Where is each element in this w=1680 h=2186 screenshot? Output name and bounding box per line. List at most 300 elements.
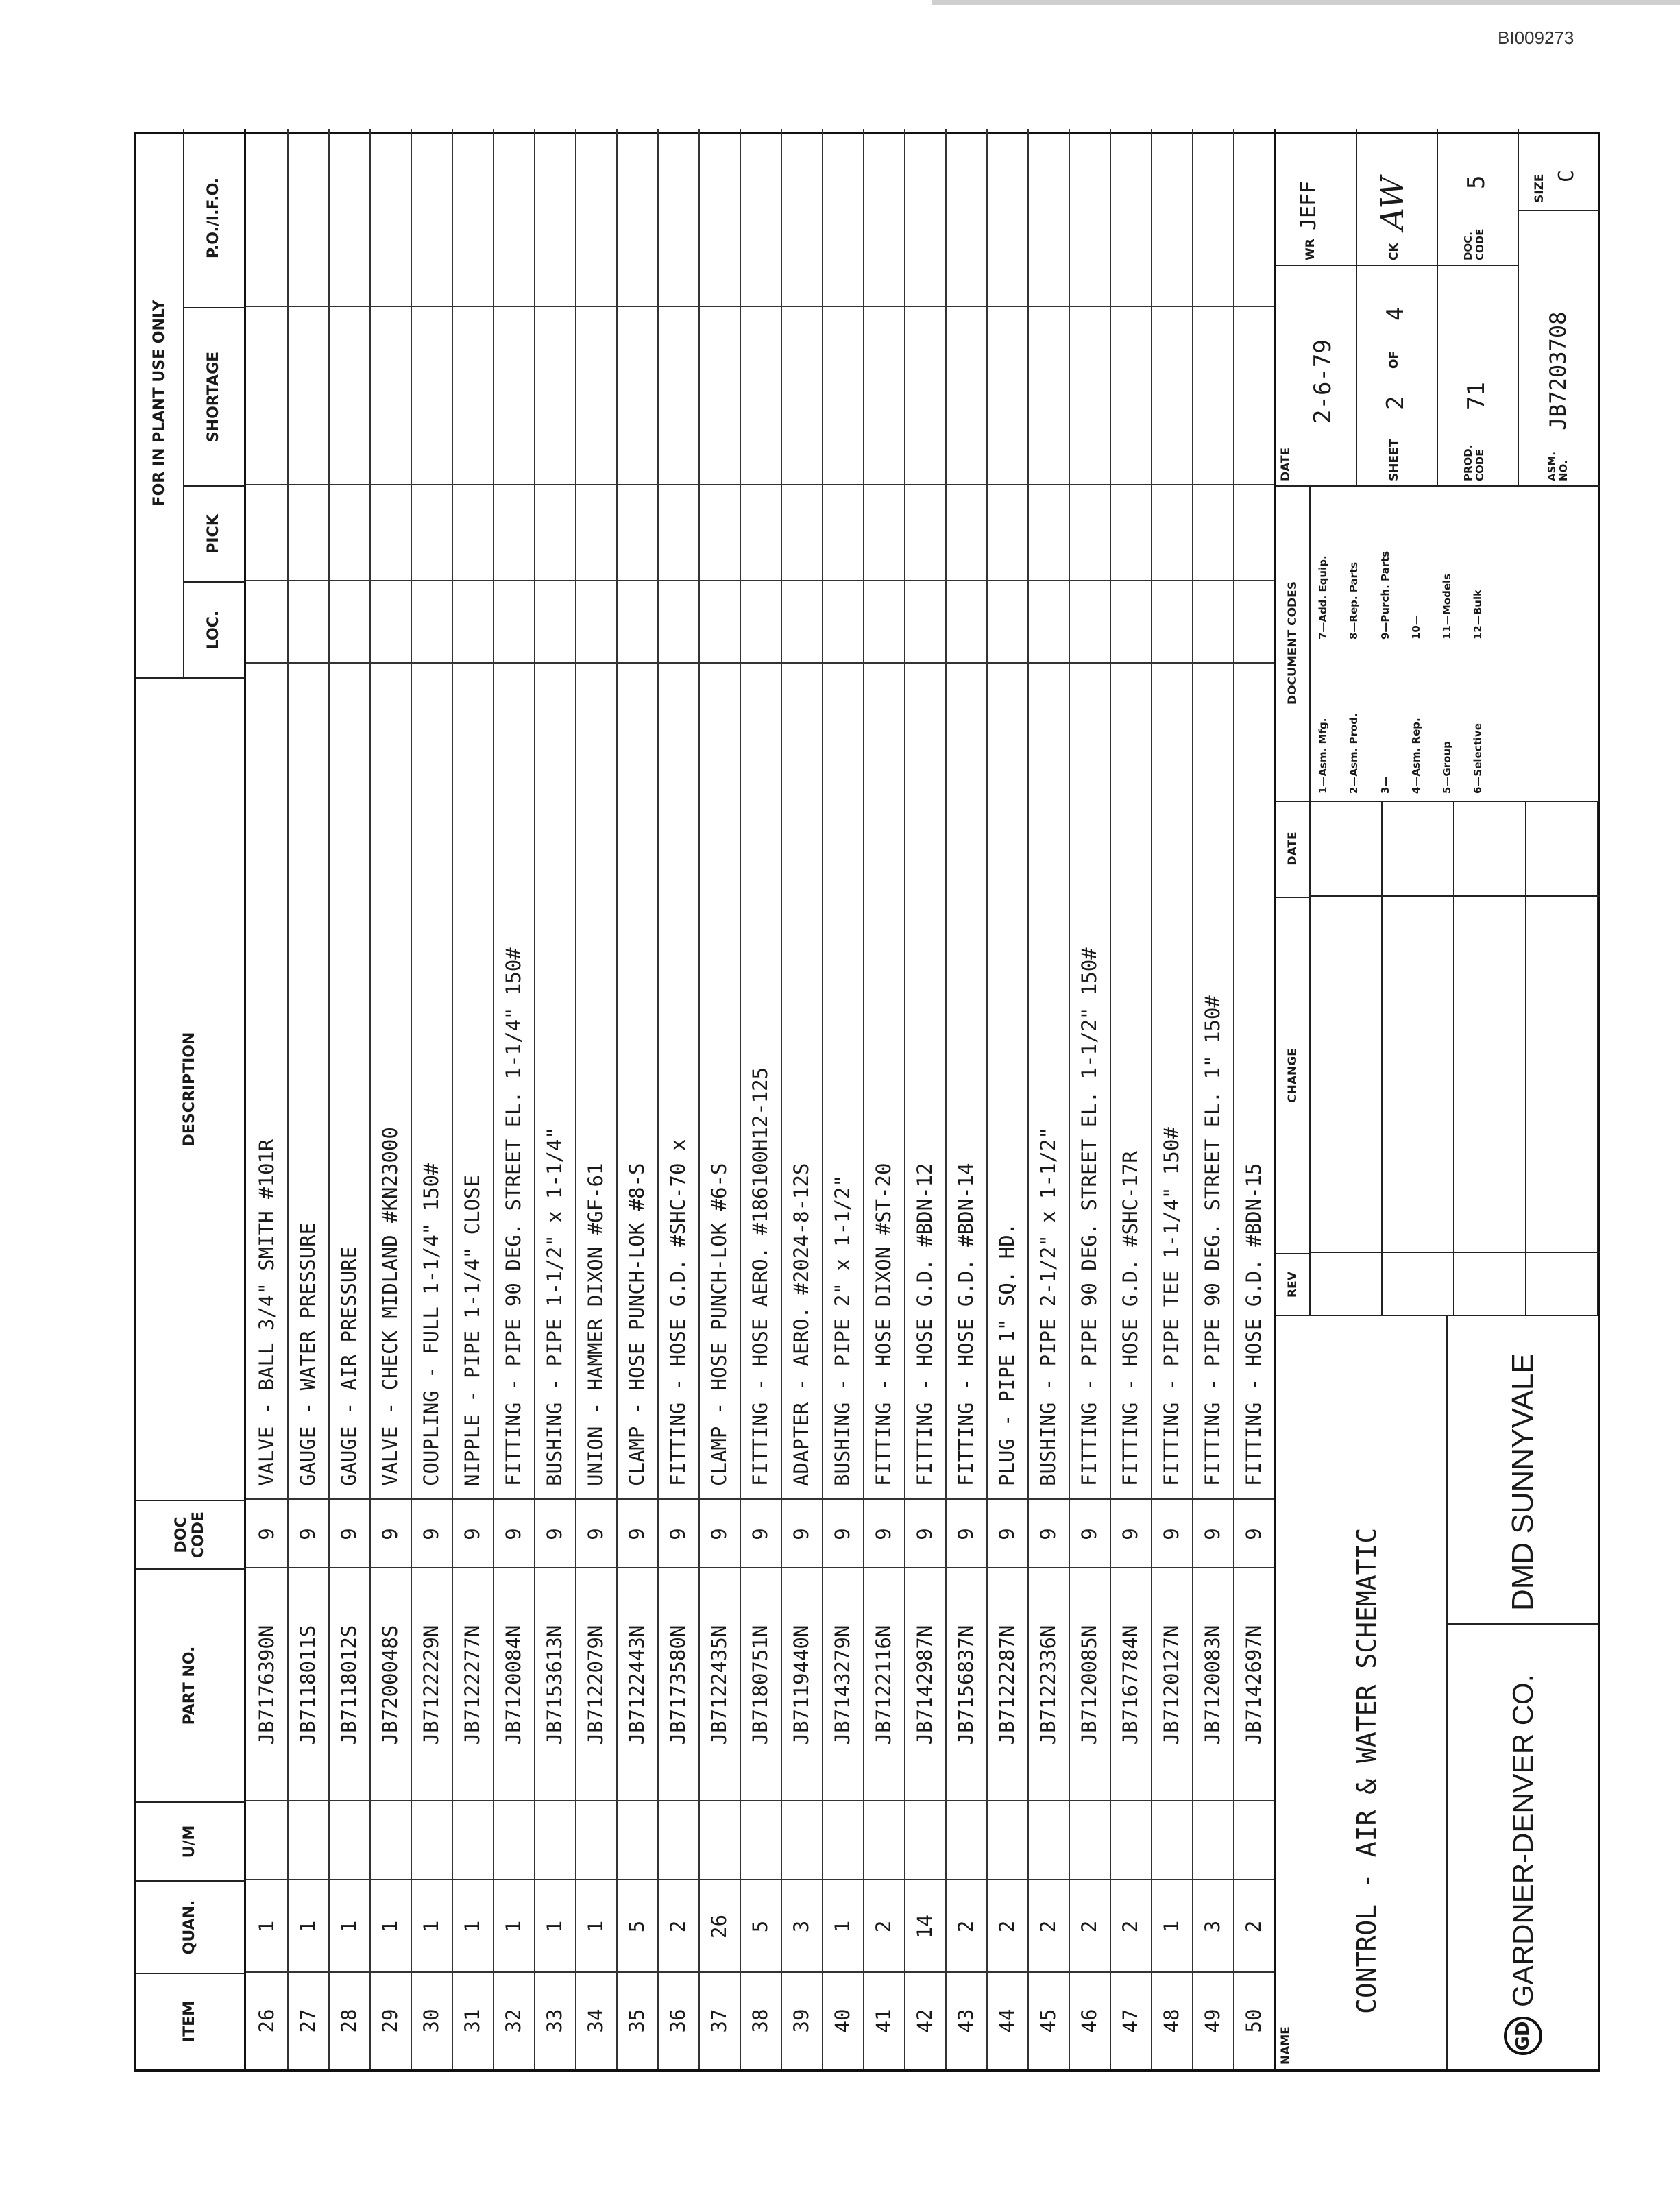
sheet-row <box>1357 129 1438 485</box>
cell-description: BUSHING - PIPE 2-1/2" x 1-1/2" <box>1027 662 1069 1500</box>
cell-um <box>452 1800 493 1880</box>
cell-item: 33 <box>534 1971 575 2069</box>
cell-po <box>411 129 452 307</box>
cell-description: CLAMP - HOSE PUNCH-LOK #6-S <box>698 662 740 1500</box>
cell-quan: 1 <box>369 1879 411 1973</box>
rev-lines <box>1311 801 1600 1315</box>
cell-quan: 1 <box>287 1879 328 1973</box>
cell-shortage <box>411 306 452 485</box>
ck-cell <box>1357 129 1438 266</box>
cell-item: 40 <box>822 1971 863 2069</box>
table-row <box>1233 129 1276 2069</box>
document-id: BI009273 <box>1498 27 1574 48</box>
cell-part-no: JB7142697N <box>1233 1567 1274 1801</box>
cell-shortage <box>246 306 287 485</box>
cell-item: 35 <box>616 1971 657 2069</box>
document-codes-col2 <box>1317 489 1504 640</box>
parts-table-body <box>246 129 1274 2069</box>
size-cell <box>1519 129 1600 211</box>
cell-shortage <box>287 306 328 485</box>
document-code-entry: 3— <box>1378 776 1391 794</box>
cell-quan: 1 <box>1151 1879 1192 1973</box>
cell-po <box>740 129 781 307</box>
cell-doc-code: 9 <box>534 1498 575 1568</box>
cell-shortage <box>863 306 904 485</box>
cell-shortage <box>452 306 493 485</box>
table-row <box>493 129 535 2069</box>
asm-row <box>1519 129 1600 485</box>
document-codes-col1 <box>1317 650 1504 794</box>
table-row <box>1027 129 1070 2069</box>
cell-pick <box>246 484 287 581</box>
cell-shortage <box>986 306 1027 485</box>
cell-quan: 26 <box>698 1879 740 1973</box>
cell-shortage <box>328 306 369 485</box>
date-value: 2-6-79 <box>1309 339 1337 424</box>
cell-um <box>986 1800 1027 1880</box>
cell-pick <box>1233 484 1274 581</box>
cell-description: GAUGE - WATER PRESSURE <box>287 662 328 1500</box>
cell-item: 38 <box>740 1971 781 2069</box>
cell-part-no: JB7122079N <box>575 1567 616 1801</box>
cell-quan: 14 <box>904 1879 945 1973</box>
cell-pick <box>1027 484 1069 581</box>
cell-pick <box>822 484 863 581</box>
table-row <box>1192 129 1234 2069</box>
table-row <box>452 129 494 2069</box>
cell-quan: 2 <box>863 1879 904 1973</box>
cell-po <box>657 129 698 307</box>
cell-po <box>986 129 1027 307</box>
cell-part-no: JB7156837N <box>945 1567 986 1801</box>
document-code-entry: 8—Rep. Parts <box>1348 561 1361 640</box>
cell-shortage <box>904 306 945 485</box>
cell-po <box>822 129 863 307</box>
cell-quan: 2 <box>1027 1879 1069 1973</box>
cell-po <box>1233 129 1274 307</box>
table-row <box>369 129 412 2069</box>
cell-shortage <box>1027 306 1069 485</box>
cell-pick <box>740 484 781 581</box>
cell-loc <box>1027 580 1069 677</box>
title-block <box>1274 129 1598 2069</box>
cell-part-no: JB7167784N <box>1110 1567 1151 1801</box>
cell-part-no: JB7176390N <box>246 1567 287 1801</box>
prod-code-row <box>1438 129 1519 485</box>
cell-pick <box>534 484 575 581</box>
cell-doc-code: 9 <box>1110 1498 1151 1568</box>
cell-quan: 3 <box>781 1879 822 1973</box>
cell-item: 29 <box>369 1971 411 2069</box>
drawing-name: CONTROL - AIR & WATER SCHEMATIC <box>1352 1527 1382 2014</box>
cell-description: FITTING - PIPE 90 DEG. STREET EL. 1-1/2" 150# <box>1069 662 1110 1500</box>
cell-item: 47 <box>1110 1971 1151 2069</box>
document-code-entry: 11—Models <box>1441 573 1453 640</box>
cell-loc <box>657 580 698 677</box>
cell-loc <box>575 580 616 677</box>
header-po: P.O./I.F.O. <box>184 129 246 307</box>
table-row <box>328 129 371 2069</box>
cell-po <box>328 129 369 307</box>
cell-part-no: JB7173580N <box>657 1567 698 1801</box>
rev-label: REV <box>1276 1253 1311 1315</box>
cell-item: 48 <box>1151 1971 1192 2069</box>
table-row <box>740 129 782 2069</box>
cell-um <box>1192 1800 1233 1880</box>
cell-pick <box>1110 484 1151 581</box>
cell-part-no: JB7180751N <box>740 1567 781 1801</box>
cell-part-no: JB7122443N <box>616 1567 657 1801</box>
cell-description: CLAMP - HOSE PUNCH-LOK #8-S <box>616 662 657 1500</box>
cell-shortage <box>534 306 575 485</box>
cell-description: BUSHING - PIPE 2" x 1-1/2" <box>822 662 863 1500</box>
cell-pick <box>698 484 740 581</box>
name-cell <box>1276 1315 1448 2069</box>
name-label: NAME <box>1279 2026 1293 2065</box>
size-value: C <box>1555 169 1579 182</box>
table-row <box>657 129 700 2069</box>
cell-description: FITTING - PIPE 90 DEG. STREET EL. 1-1/4" 150# <box>493 662 534 1500</box>
cell-pick <box>986 484 1027 581</box>
date-field-label: DATE <box>1279 447 1293 481</box>
cell-description: ADAPTER - AERO. #2024-8-12S <box>781 662 822 1500</box>
cell-po <box>1151 129 1192 307</box>
doc-code-value: 5 <box>1463 175 1490 189</box>
cell-description: BUSHING - PIPE 1-1/2" x 1-1/4" <box>534 662 575 1500</box>
header-loc: LOC. <box>184 581 246 677</box>
info-block <box>1276 129 1600 485</box>
cell-loc <box>740 580 781 677</box>
table-row <box>246 129 289 2069</box>
cell-po <box>1069 129 1110 307</box>
cell-item: 32 <box>493 1971 534 2069</box>
cell-quan: 1 <box>575 1879 616 1973</box>
document-code-entry: 2—Asm. Prod. <box>1348 713 1361 794</box>
cell-doc-code: 9 <box>616 1498 657 1568</box>
cell-quan: 1 <box>411 1879 452 1973</box>
table-row <box>863 129 905 2069</box>
cell-um <box>863 1800 904 1880</box>
wr-value: JEFF <box>1297 180 1321 230</box>
cell-item: 39 <box>781 1971 822 2069</box>
asm-no-value: JB7203708 <box>1545 311 1571 430</box>
cell-item: 43 <box>945 1971 986 2069</box>
cell-loc <box>328 580 369 677</box>
cell-doc-code: 9 <box>986 1498 1027 1568</box>
cell-um <box>534 1800 575 1880</box>
cell-shortage <box>698 306 740 485</box>
wr-cell <box>1276 129 1357 266</box>
cell-po <box>863 129 904 307</box>
cell-um <box>740 1800 781 1880</box>
ck-signature: AW <box>1374 176 1411 230</box>
cell-pick <box>1151 484 1192 581</box>
doc-code-label: DOC. CODE <box>1462 228 1487 260</box>
cell-um <box>904 1800 945 1880</box>
cell-pick <box>945 484 986 581</box>
cell-item: 44 <box>986 1971 1027 2069</box>
table-row <box>781 129 823 2069</box>
cell-doc-code: 9 <box>740 1498 781 1568</box>
cell-quan: 2 <box>657 1879 698 1973</box>
cell-item: 27 <box>287 1971 328 2069</box>
prod-code-value: 71 <box>1463 382 1490 410</box>
cell-doc-code: 9 <box>1151 1498 1192 1568</box>
cell-item: 34 <box>575 1971 616 2069</box>
cell-pick <box>411 484 452 581</box>
cell-loc <box>616 580 657 677</box>
cell-um <box>616 1800 657 1880</box>
table-row <box>534 129 576 2069</box>
cell-part-no: JB7120127N <box>1151 1567 1192 1801</box>
cell-loc <box>781 580 822 677</box>
cell-part-no: JB7120084N <box>493 1567 534 1801</box>
cell-description: FITTING - HOSE G.D. #BDN-14 <box>945 662 986 1500</box>
cell-um <box>1110 1800 1151 1880</box>
revision-table <box>1276 801 1600 1315</box>
cell-pick <box>863 484 904 581</box>
company-cell <box>1448 1623 1598 2069</box>
sheet-value: 2 <box>1382 396 1409 410</box>
cell-loc <box>1233 580 1274 677</box>
cell-description: VALVE - CHECK MIDLAND #KN23000 <box>369 662 411 1500</box>
table-row <box>904 129 947 2069</box>
table-row <box>945 129 988 2069</box>
cell-loc <box>986 580 1027 677</box>
of-value: 4 <box>1382 306 1409 321</box>
cell-quan: 5 <box>740 1879 781 1973</box>
header-um: U/M <box>136 1801 246 1880</box>
cell-um <box>369 1800 411 1880</box>
table-row <box>616 129 659 2069</box>
document-code-entry: 1—Asm. Mfg. <box>1317 718 1329 794</box>
cell-shortage <box>657 306 698 485</box>
cell-description: PLUG - PIPE 1" SQ. HD. <box>986 662 1027 1500</box>
cell-description: FITTING - PIPE 90 DEG. STREET EL. 1" 150# <box>1192 662 1233 1500</box>
cell-loc <box>534 580 575 677</box>
cell-loc <box>246 580 287 677</box>
sheet-label: SHEET <box>1387 439 1401 481</box>
company-logo-icon: GD <box>1504 2017 1542 2055</box>
cell-quan: 1 <box>822 1879 863 1973</box>
cell-part-no: JB7122336N <box>1027 1567 1069 1801</box>
table-row <box>1151 129 1193 2069</box>
cell-shortage <box>781 306 822 485</box>
cell-pick <box>493 484 534 581</box>
cell-part-no: JB7142987N <box>904 1567 945 1801</box>
cell-item: 50 <box>1233 1971 1274 2069</box>
cell-shortage <box>1192 306 1233 485</box>
cell-um <box>657 1800 698 1880</box>
cell-um <box>781 1800 822 1880</box>
cell-description: FITTING - HOSE DIXON #ST-20 <box>863 662 904 1500</box>
cell-loc <box>1192 580 1233 677</box>
cell-doc-code: 9 <box>493 1498 534 1568</box>
cell-shortage <box>1151 306 1192 485</box>
ck-label: CK <box>1387 243 1401 260</box>
cell-doc-code: 9 <box>781 1498 822 1568</box>
cell-doc-code: 9 <box>945 1498 986 1568</box>
cell-um <box>575 1800 616 1880</box>
header-quan: QUAN. <box>136 1880 246 1973</box>
cell-description: NIPPLE - PIPE 1-1/4" CLOSE <box>452 662 493 1500</box>
cell-part-no: JB7118012S <box>328 1567 369 1801</box>
cell-pick <box>328 484 369 581</box>
cell-shortage <box>945 306 986 485</box>
cell-part-no: JB7119440N <box>781 1567 822 1801</box>
cell-part-no: JB7122287N <box>986 1567 1027 1801</box>
cell-item: 49 <box>1192 1971 1233 2069</box>
cell-doc-code: 9 <box>575 1498 616 1568</box>
cell-loc <box>945 580 986 677</box>
parts-list-sheet <box>134 132 1600 2072</box>
cell-po <box>945 129 986 307</box>
cell-um <box>1151 1800 1192 1880</box>
document-codes <box>1276 485 1600 801</box>
cell-po <box>698 129 740 307</box>
cell-doc-code: 9 <box>698 1498 740 1568</box>
cell-shortage <box>822 306 863 485</box>
cell-description: FITTING - HOSE G.D. #SHC-70 x <box>657 662 698 1500</box>
cell-doc-code: 9 <box>452 1498 493 1568</box>
cell-pick <box>287 484 328 581</box>
header-in-plant: FOR IN PLANT USE ONLY <box>136 129 184 677</box>
cell-part-no: JB7120083N <box>1192 1567 1233 1801</box>
wr-label: WR <box>1304 239 1317 260</box>
document-code-entry: 7—Add. Equip. <box>1317 555 1329 640</box>
cell-loc <box>1151 580 1192 677</box>
cell-um <box>1233 1800 1274 1880</box>
cell-part-no: JB7143279N <box>822 1567 863 1801</box>
cell-um <box>698 1800 740 1880</box>
change-label: CHANGE <box>1276 897 1311 1253</box>
cell-doc-code: 9 <box>1233 1498 1274 1568</box>
cell-pick <box>657 484 698 581</box>
cell-po <box>616 129 657 307</box>
header-part-no: PART NO. <box>136 1568 246 1801</box>
cell-quan: 1 <box>534 1879 575 1973</box>
cell-pick <box>1069 484 1110 581</box>
cell-doc-code: 9 <box>287 1498 328 1568</box>
cell-description: VALVE - BALL 3/4" SMITH #101R <box>246 662 287 1500</box>
cell-item: 41 <box>863 1971 904 2069</box>
cell-description: UNION - HAMMER DIXON #GF-61 <box>575 662 616 1500</box>
cell-item: 42 <box>904 1971 945 2069</box>
cell-part-no: JB7122277N <box>452 1567 493 1801</box>
cell-quan: 2 <box>986 1879 1027 1973</box>
cell-pick <box>781 484 822 581</box>
asm-no-label: ASM. NO. <box>1546 451 1570 481</box>
cell-po <box>246 129 287 307</box>
cell-loc <box>698 580 740 677</box>
cell-quan: 2 <box>1069 1879 1110 1973</box>
cell-quan: 2 <box>1233 1879 1274 1973</box>
cell-po <box>1192 129 1233 307</box>
cell-um <box>1027 1800 1069 1880</box>
scan-edge-line <box>932 0 1680 5</box>
division-cell <box>1448 1315 1598 1623</box>
cell-item: 45 <box>1027 1971 1069 2069</box>
cell-quan: 1 <box>452 1879 493 1973</box>
doc-code-cell <box>1438 129 1519 266</box>
date-row <box>1276 129 1357 485</box>
cell-quan: 2 <box>945 1879 986 1973</box>
table-row <box>1110 129 1152 2069</box>
document-code-entry: 6—Selective <box>1472 723 1485 794</box>
cell-um <box>287 1800 328 1880</box>
cell-po <box>575 129 616 307</box>
cell-description: GAUGE - AIR PRESSURE <box>328 662 369 1500</box>
cell-description: FITTING - HOSE G.D. #BDN-12 <box>904 662 945 1500</box>
cell-loc <box>1069 580 1110 677</box>
cell-shortage <box>493 306 534 485</box>
cell-part-no: JB7118011S <box>287 1567 328 1801</box>
cell-um <box>1069 1800 1110 1880</box>
size-label: SIZE <box>1533 173 1546 203</box>
cell-part-no: JB7200048S <box>369 1567 411 1801</box>
cell-loc <box>493 580 534 677</box>
cell-pick <box>904 484 945 581</box>
cell-po <box>1027 129 1069 307</box>
document-code-entry: 10— <box>1409 615 1422 640</box>
cell-um <box>411 1800 452 1880</box>
cell-loc <box>863 580 904 677</box>
cell-quan: 2 <box>1110 1879 1151 1973</box>
header-shortage: SHORTAGE <box>184 307 246 485</box>
cell-item: 37 <box>698 1971 740 2069</box>
document-code-entry: 4—Asm. Rep. <box>1409 718 1422 794</box>
cell-item: 28 <box>328 1971 369 2069</box>
table-row <box>411 129 453 2069</box>
table-row <box>986 129 1029 2069</box>
cell-quan: 5 <box>616 1879 657 1973</box>
cell-doc-code: 9 <box>863 1498 904 1568</box>
cell-doc-code: 9 <box>328 1498 369 1568</box>
cell-um <box>246 1800 287 1880</box>
cell-um <box>945 1800 986 1880</box>
cell-po <box>287 129 328 307</box>
cell-po <box>369 129 411 307</box>
cell-shortage <box>575 306 616 485</box>
date-label: DATE <box>1276 801 1311 897</box>
cell-doc-code: 9 <box>1192 1498 1233 1568</box>
cell-quan: 3 <box>1192 1879 1233 1973</box>
cell-po <box>1110 129 1151 307</box>
cell-description: FITTING - PIPE TEE 1-1/4" 150# <box>1151 662 1192 1500</box>
cell-part-no: JB7122229N <box>411 1567 452 1801</box>
cell-pick <box>616 484 657 581</box>
cell-loc <box>287 580 328 677</box>
cell-um <box>328 1800 369 1880</box>
cell-shortage <box>616 306 657 485</box>
cell-pick <box>1192 484 1233 581</box>
cell-doc-code: 9 <box>822 1498 863 1568</box>
cell-item: 46 <box>1069 1971 1110 2069</box>
header-pick: PICK <box>184 485 246 581</box>
cell-po <box>452 129 493 307</box>
of-label: OF <box>1387 350 1401 369</box>
cell-loc <box>411 580 452 677</box>
cell-doc-code: 9 <box>411 1498 452 1568</box>
table-row <box>698 129 741 2069</box>
cell-part-no: JB7153613N <box>534 1567 575 1801</box>
header-description: DESCRIPTION <box>136 677 246 1500</box>
cell-part-no: JB7120085N <box>1069 1567 1110 1801</box>
cell-description: FITTING - HOSE AERO. #186100H12-125 <box>740 662 781 1500</box>
cell-description: FITTING - HOSE G.D. #SHC-17R <box>1110 662 1151 1500</box>
document-code-entry: 9—Purch. Parts <box>1378 550 1391 640</box>
table-row <box>822 129 864 2069</box>
